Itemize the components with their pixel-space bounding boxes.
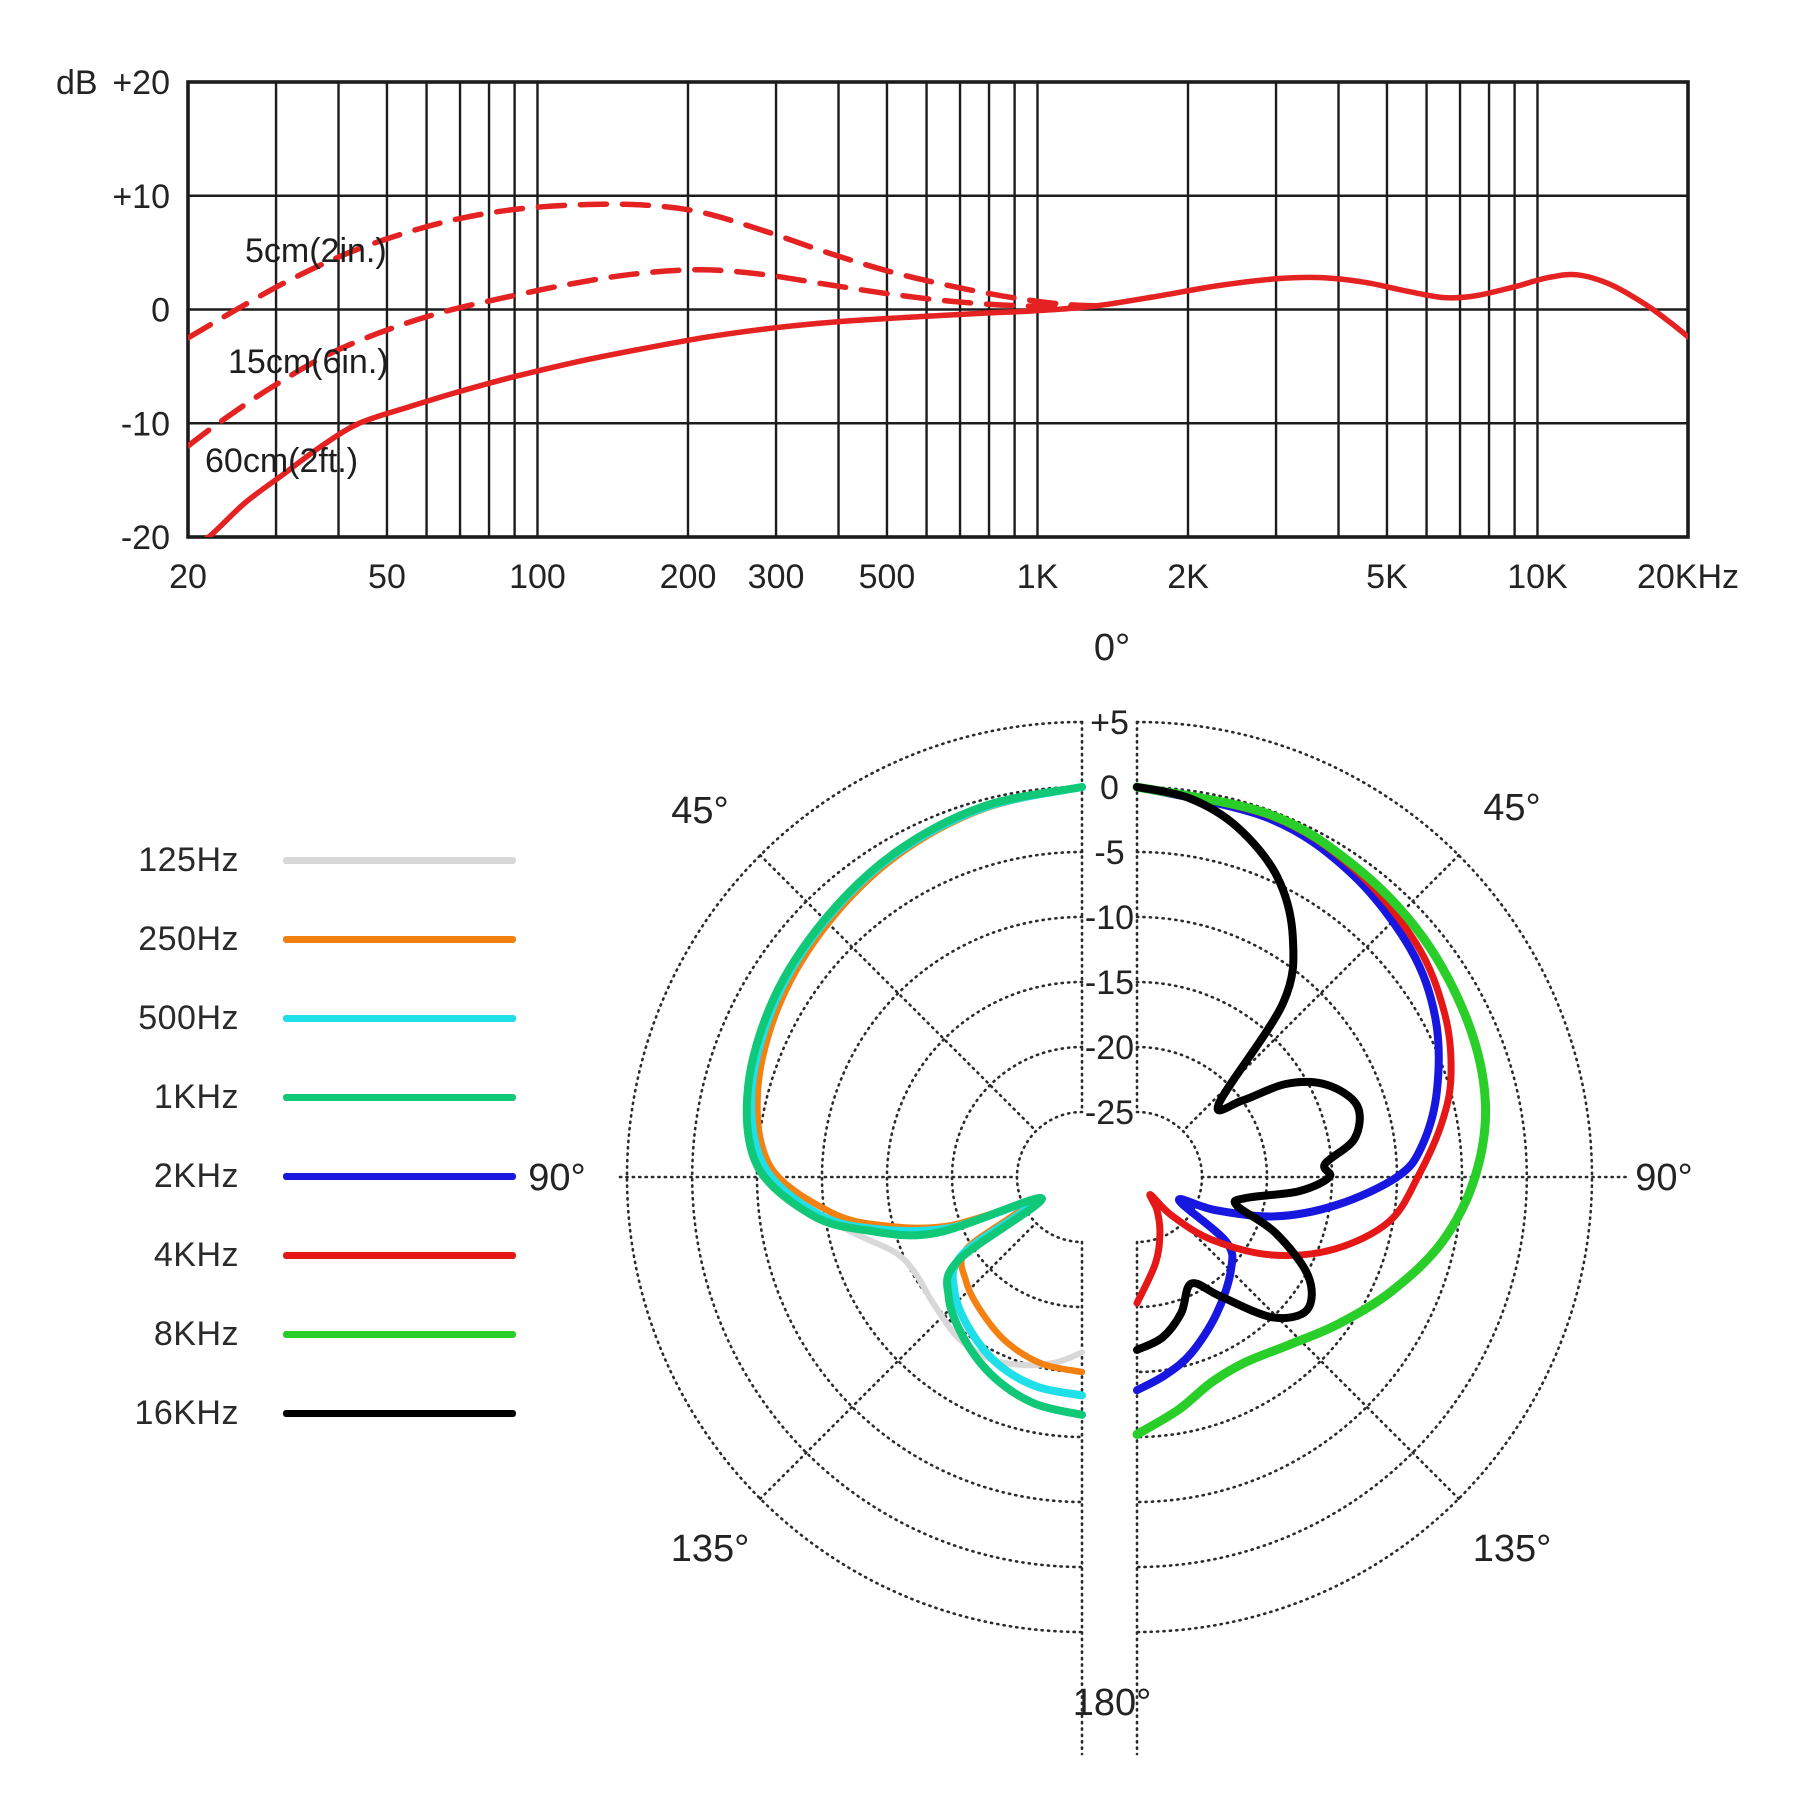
curve-60cm(2ft.) bbox=[188, 274, 1688, 548]
legend-label-125Hz: 125Hz bbox=[138, 841, 239, 879]
legend-swatch-500Hz bbox=[283, 1015, 516, 1022]
polar-ring-left-+5 bbox=[627, 722, 1082, 1632]
y-tick-label: +20 bbox=[112, 64, 170, 102]
x-tick-label: 50 bbox=[368, 558, 406, 596]
legend-item-16KHz bbox=[107, 1374, 516, 1453]
polar-db-label-0: 0 bbox=[1100, 769, 1119, 807]
polar-db-label--20: -20 bbox=[1084, 1029, 1135, 1067]
polar-pattern-chart bbox=[528, 627, 1692, 1754]
curve-5cm(2in.) bbox=[188, 204, 1103, 338]
x-tick-label: 2K bbox=[1167, 558, 1209, 596]
legend-item-125Hz bbox=[107, 821, 516, 900]
legend-swatch-250Hz bbox=[283, 936, 516, 943]
polar-angle-label-90°: 90° bbox=[528, 1157, 586, 1199]
y-axis-unit-label: dB bbox=[56, 64, 98, 102]
legend-swatch-4KHz bbox=[283, 1252, 516, 1259]
polar-angle-label-90°: 90° bbox=[1635, 1157, 1693, 1199]
response-curves bbox=[188, 204, 1688, 548]
legend-item-8KHz bbox=[107, 1295, 516, 1374]
polar-db-label--10: -10 bbox=[1084, 899, 1135, 937]
curve-label-15cm(6in.): 15cm(6in.) bbox=[228, 343, 389, 381]
polar-angle-label-135°: 135° bbox=[670, 1528, 750, 1570]
polar-curve-4KHz bbox=[1137, 787, 1451, 1303]
polar-angle-label-45°: 45° bbox=[1483, 787, 1541, 829]
legend-item-250Hz bbox=[107, 900, 516, 979]
polar-curve-125Hz bbox=[755, 787, 1082, 1365]
y-tick-label: +10 bbox=[112, 177, 170, 216]
legend-item-1KHz bbox=[107, 1058, 516, 1137]
legend-label-1KHz: 1KHz bbox=[153, 1078, 239, 1116]
polar-db-label--5: -5 bbox=[1094, 834, 1125, 872]
x-tick-label: 10K bbox=[1507, 558, 1568, 596]
polar-angle-label-180°: 180° bbox=[1072, 1682, 1152, 1724]
legend-item-2KHz bbox=[107, 1137, 516, 1216]
legend-swatch-2KHz bbox=[283, 1173, 516, 1180]
frequency-response-chart bbox=[56, 64, 1739, 596]
x-tick-label: 1K bbox=[1016, 558, 1059, 596]
curve-label-60cm(2ft.): 60cm(2ft.) bbox=[205, 442, 359, 480]
curve-label-5cm(2in.): 5cm(2in.) bbox=[245, 232, 387, 270]
y-tick-label: 0 bbox=[151, 291, 170, 330]
x-tick-label: 5K bbox=[1366, 558, 1408, 596]
y-tick-label: -20 bbox=[120, 519, 170, 557]
legend-label-4KHz: 4KHz bbox=[153, 1236, 239, 1274]
legend-label-2KHz: 2KHz bbox=[153, 1157, 239, 1195]
legend-swatch-125Hz bbox=[283, 857, 516, 864]
polar-curve-1KHz bbox=[747, 787, 1082, 1415]
x-tick-label: 20KHz bbox=[1636, 558, 1740, 596]
polar-ring-right--25 bbox=[1137, 1112, 1202, 1242]
polar-curve-500Hz bbox=[751, 787, 1082, 1395]
polar-db-label--15: -15 bbox=[1084, 964, 1135, 1002]
legend-label-250Hz: 250Hz bbox=[138, 920, 239, 958]
y-tick-label: -10 bbox=[120, 405, 170, 444]
legend-label-16KHz: 16KHz bbox=[134, 1394, 239, 1432]
polar-frequency-legend bbox=[107, 821, 516, 1453]
legend-swatch-8KHz bbox=[283, 1331, 516, 1338]
polar-angle-label-135°: 135° bbox=[1472, 1528, 1552, 1570]
legend-item-4KHz bbox=[107, 1216, 516, 1295]
polar-db-label-+5: +5 bbox=[1090, 704, 1129, 742]
legend-label-500Hz: 500Hz bbox=[138, 999, 239, 1037]
legend-swatch-1KHz bbox=[283, 1094, 516, 1101]
polar-curve-16KHz bbox=[1137, 787, 1360, 1350]
polar-ring-left--25 bbox=[1017, 1112, 1082, 1242]
x-tick-label: 300 bbox=[747, 558, 805, 596]
legend-item-500Hz bbox=[107, 979, 516, 1058]
polar-angle-label-0°: 0° bbox=[1093, 627, 1131, 669]
legend-swatch-16KHz bbox=[283, 1410, 516, 1417]
polar-angle-label-45°: 45° bbox=[671, 790, 729, 832]
polar-db-label--25: -25 bbox=[1084, 1094, 1135, 1132]
legend-label-8KHz: 8KHz bbox=[153, 1315, 239, 1353]
x-tick-label: 20 bbox=[169, 558, 207, 596]
x-tick-label: 200 bbox=[659, 558, 717, 596]
x-tick-label: 100 bbox=[509, 558, 566, 596]
x-tick-label: 500 bbox=[858, 558, 916, 596]
